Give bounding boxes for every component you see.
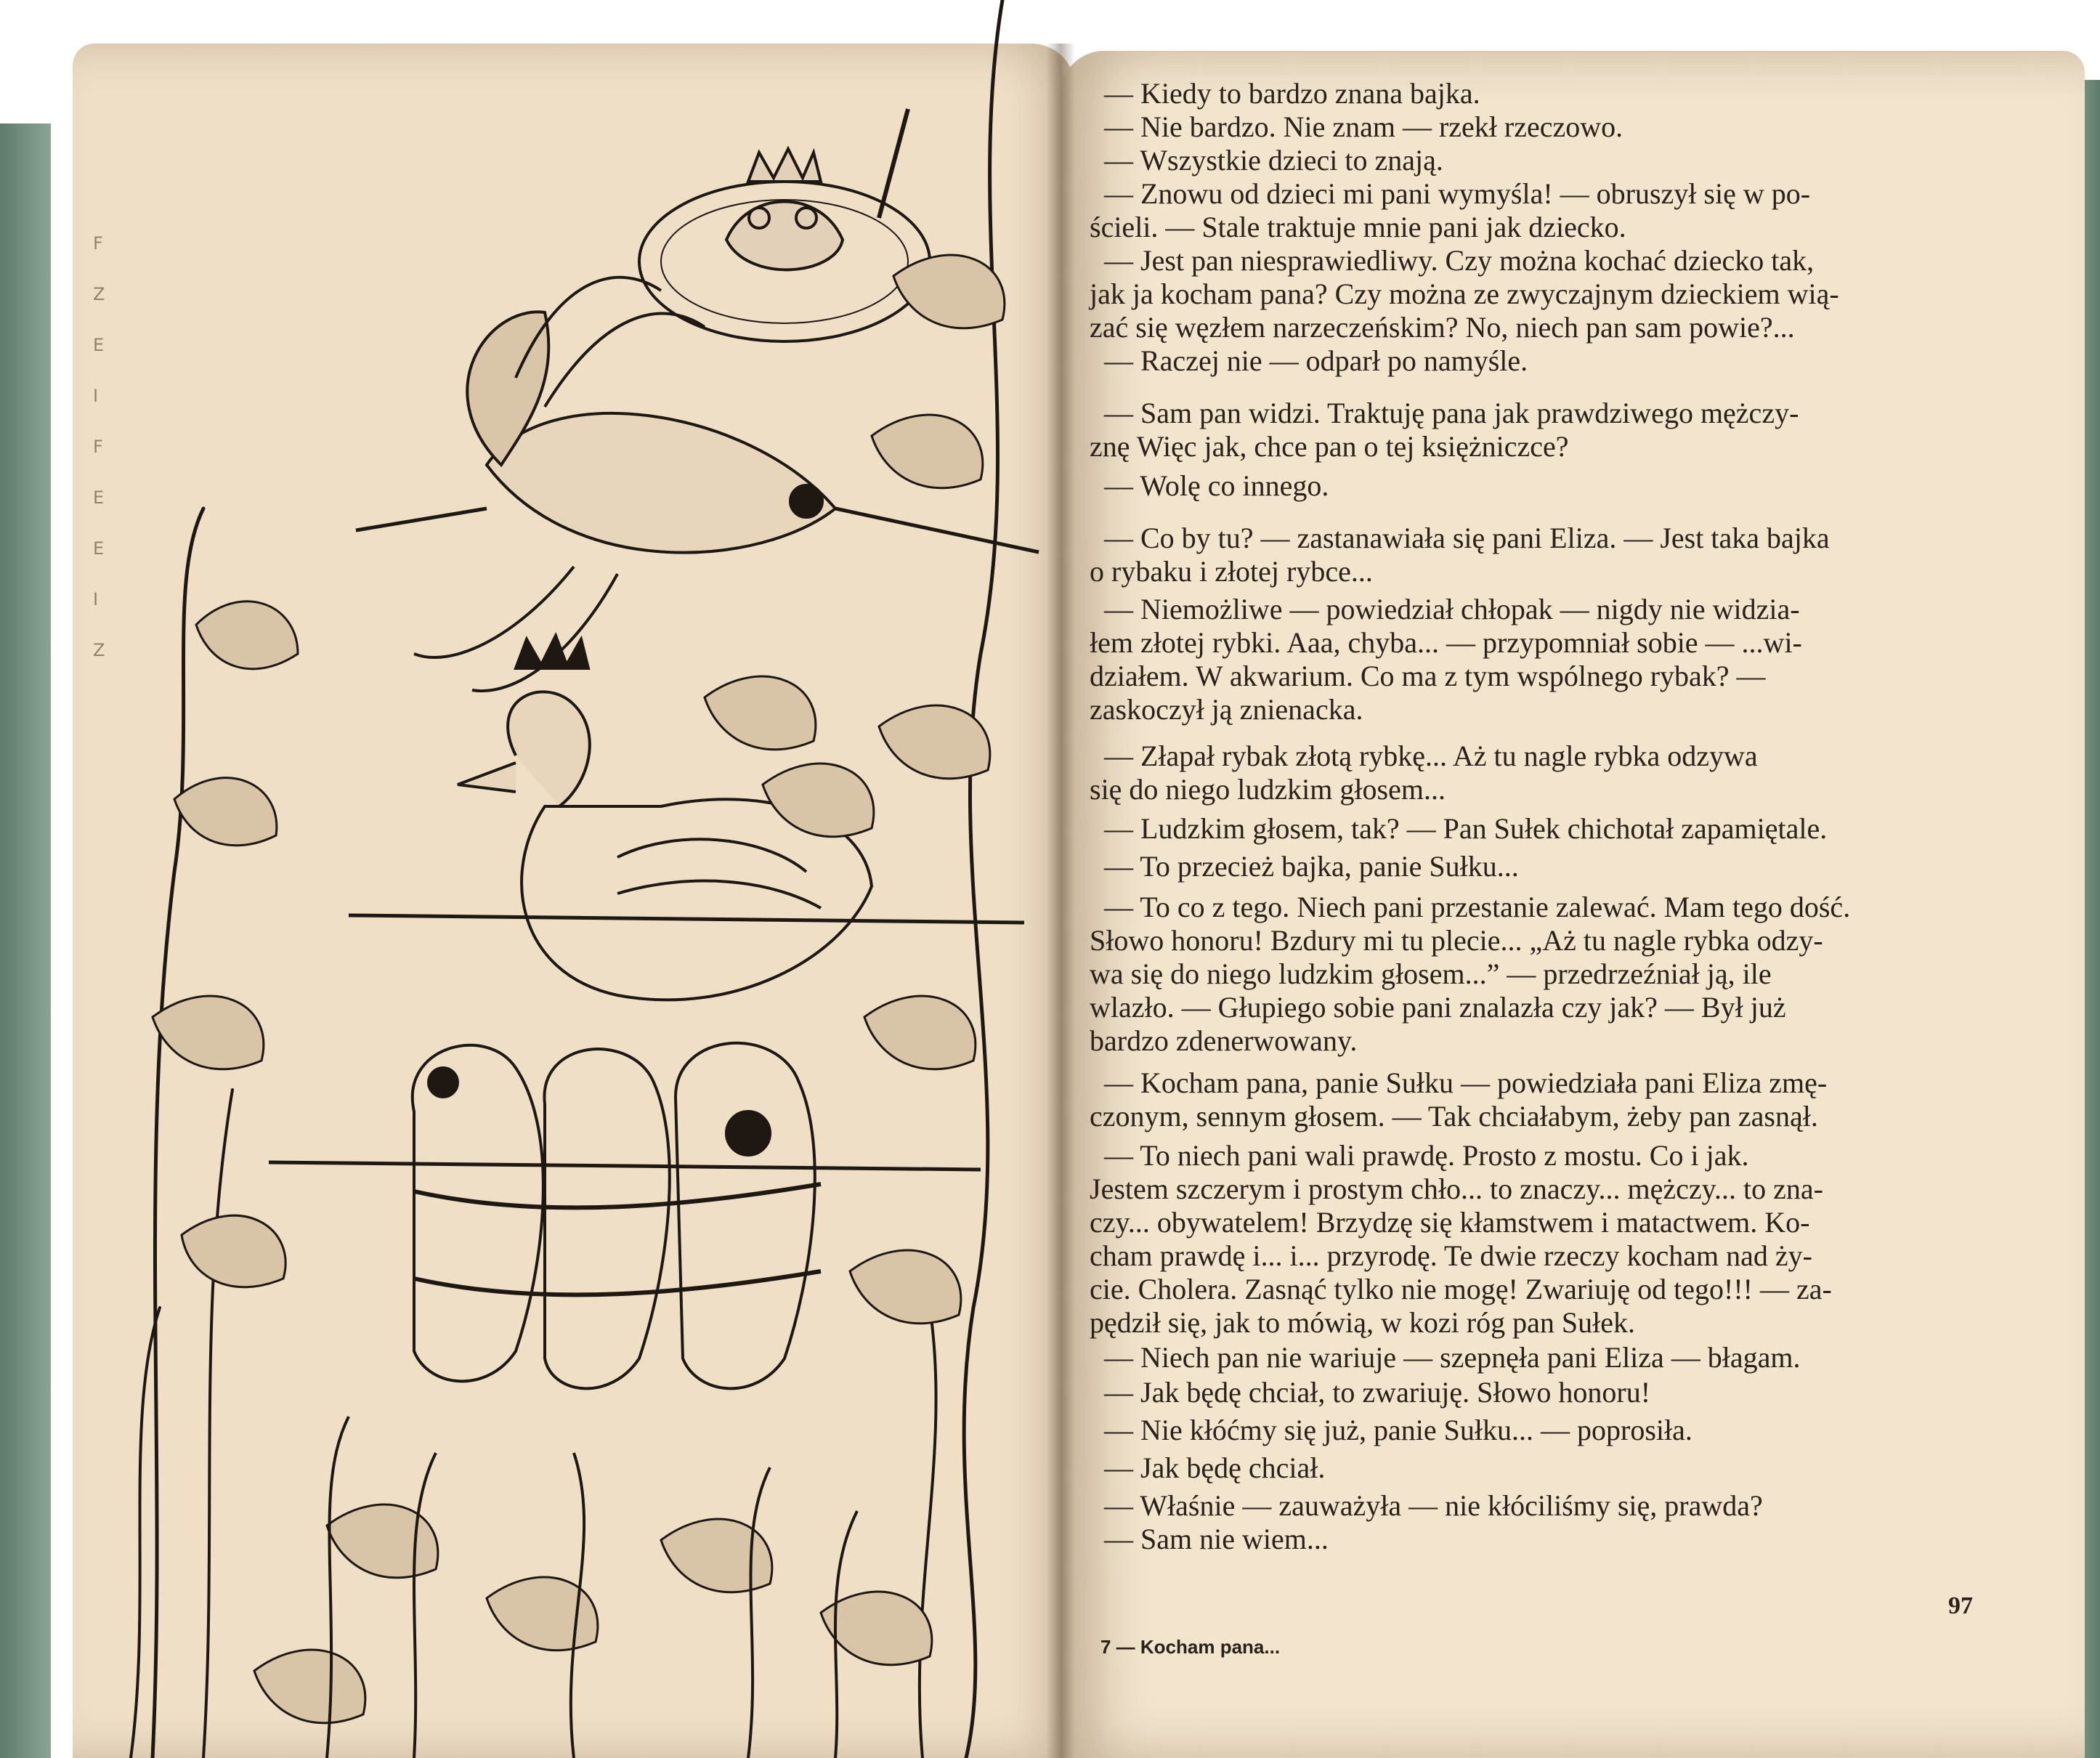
text-line: — Wszystkie dzieci to znają.: [1104, 144, 1443, 177]
text-line: cham prawdę i... i... przyrodę. Te dwie rzeczy kocham nad ży-: [1090, 1239, 1812, 1272]
text-line: — Raczej nie — odparł po namyśle.: [1104, 344, 1528, 377]
text-line: — Sam pan widzi. Traktuję pana jak prawdziwego mężczy-: [1104, 397, 1799, 429]
text-line: działem. W akwarium. Co ma z tym wspólnego rybak? —: [1090, 660, 1766, 692]
text-line: wlazło. — Głupiego sobie pani znalazła czy jak? — Był już: [1090, 991, 1786, 1024]
text-line: — Niech pan nie wariuje — szepnęła pani Eliza — błagam.: [1104, 1341, 1801, 1374]
frog-plate: [639, 109, 930, 341]
text-line: Słowo honoru! Bzdury mi tu plecie... „Aż tu nagle rybka odzy-: [1090, 924, 1823, 957]
printer-signature: 7 — Kocham pana...: [1100, 1636, 1281, 1658]
text-line: — To przecież bajka, panie Sułku...: [1104, 850, 1519, 883]
edge-mark: E: [93, 335, 105, 355]
edge-mark: Z: [93, 640, 105, 660]
text-line: ścieli. — Stale traktuje mnie pani jak dziecko.: [1090, 211, 1626, 243]
grass-blades: [327, 1417, 857, 1758]
text-line: — Jak będę chciał, to zwariuję. Słowo honoru!: [1104, 1376, 1651, 1409]
edge-mark: I: [93, 386, 99, 406]
edge-mark: E: [93, 538, 105, 559]
text-line: — Nie bardzo. Nie znam — rzekł rzeczowo.: [1104, 110, 1623, 143]
text-line: — To niech pani wali prawdę. Prosto z mostu. Co i jak.: [1104, 1139, 1749, 1172]
book-cover-left: [0, 123, 51, 1758]
text-line: — Ludzkim głosem, tak? — Pan Sułek chichotał zapamiętale.: [1104, 812, 1828, 845]
fairy-tale-illustration: [109, 0, 1053, 1758]
text-line: — Nie kłóćmy się już, panie Sułku... — poprosiła.: [1104, 1414, 1692, 1446]
text-line: się do niego ludzkim głosem...: [1090, 773, 1446, 806]
text-line: wa się do niego ludzkim głosem...” — przedrzeźniał ją, ile: [1090, 957, 1772, 990]
text-line: — Jest pan niesprawiedliwy. Czy można kochać dziecko tak,: [1104, 244, 1815, 277]
page-number: 97: [1948, 1592, 1973, 1619]
text-line: — Znowu od dzieci mi pani wymyśla! — obruszył się w po-: [1104, 177, 1811, 210]
text-line: — Kiedy to bardzo znana bajka.: [1104, 77, 1480, 110]
text-line: łem złotej rybki. Aaa, chyba... — przypomniał sobie — ...wi-: [1090, 626, 1802, 659]
edge-mark: F: [93, 233, 103, 254]
text-line: jak ja kocham pana? Czy można ze zwyczajnym dzieckiem wią-: [1090, 278, 1839, 310]
text-line: — Właśnie — zauważyła — nie kłóciliśmy się, prawda?: [1104, 1489, 1763, 1522]
text-line: o rybaku i złotej rybce...: [1090, 555, 1373, 588]
text-line: znę Więc jak, chce pan o tej księżniczce?: [1090, 430, 1569, 463]
edge-mark: Z: [93, 284, 105, 304]
text-line: bardzo zdenerwowany.: [1090, 1024, 1358, 1057]
text-line: cie. Cholera. Zasnąć tylko nie mogę! Zwariuję od tego!!! — za-: [1090, 1273, 1832, 1305]
text-line: — Sam nie wiem...: [1104, 1523, 1329, 1555]
text-line: — Jak będę chciał.: [1104, 1451, 1326, 1484]
text-line: — Złapał rybak złotą rybkę... Aż tu nagle rybka odzywa: [1104, 740, 1758, 772]
edge-mark: F: [93, 437, 103, 457]
three-pigs-on-spit: [269, 1043, 981, 1389]
text-line: zaskoczył ją znienacka.: [1090, 693, 1363, 726]
text-line: — To co z tego. Niech pani przestanie zalewać. Mam tego dość.: [1104, 891, 1851, 923]
text-line: — Niemożliwe — powiedział chłopak — nigdy nie widzia-: [1104, 593, 1800, 625]
edge-mark: I: [93, 589, 99, 609]
text-line: zać się węzłem narzeczeńskim? No, niech pan sam powie?...: [1090, 311, 1795, 344]
text-line: pędził się, jak to mówią, w kozi róg pan Sułek.: [1090, 1306, 1635, 1339]
crowned-duck: [349, 636, 1024, 1000]
edge-mark: E: [93, 487, 105, 508]
text-line: czy... obywatelem! Brzydzę się kłamstwem i matactwem. Ko-: [1090, 1206, 1810, 1239]
text-line: — Kocham pana, panie Sułku — powiedziała pani Eliza zmę-: [1104, 1066, 1828, 1099]
text-line: — Wolę co innego.: [1104, 469, 1329, 502]
text-line: Jestem szczerym i prostym chło... to znaczy... mężczy... to zna-: [1090, 1172, 1823, 1205]
text-line: — Co by tu? — zastanawiała się pani Eliza. — Jest taka bajka: [1104, 522, 1830, 554]
text-line: czonym, sennym głosem. — Tak chciałabym, żeby pan zasnął.: [1090, 1100, 1818, 1133]
